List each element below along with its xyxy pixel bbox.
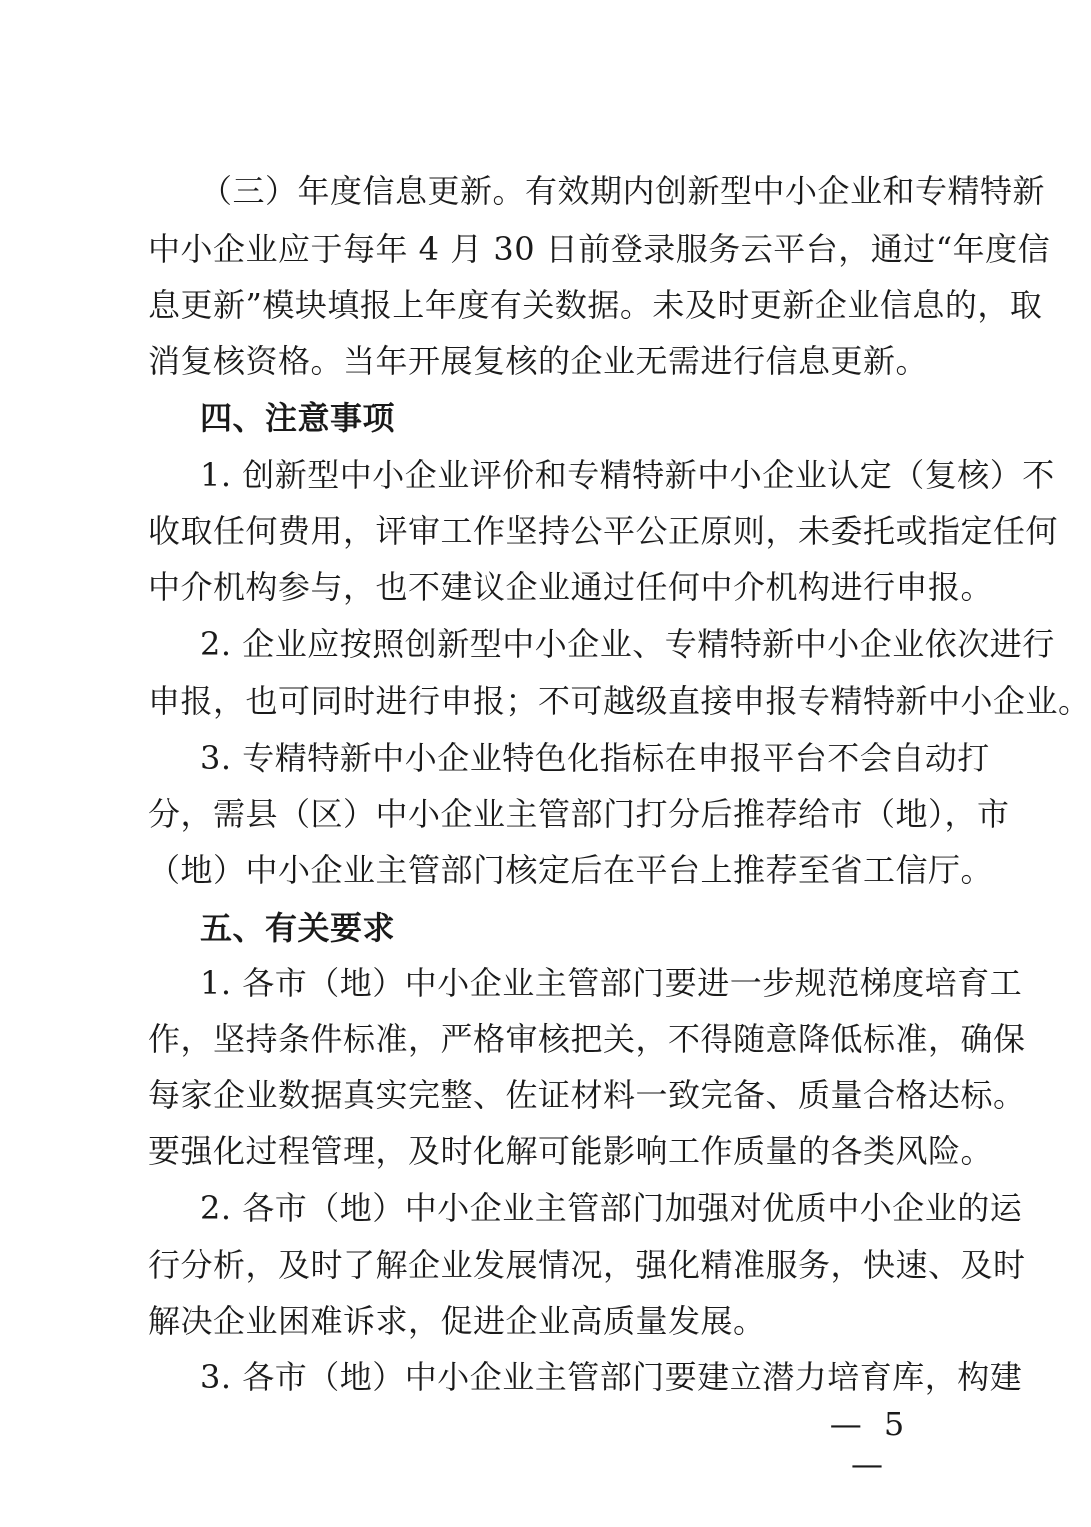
text-line: 消复核资格。当年开展复核的企业无需进行信息更新。: [148, 342, 929, 380]
text-line: 收取任何费用，评审工作坚持公平公正原则，未委托或指定任何: [148, 512, 1059, 550]
text-line: 每家企业数据真实完整、佐证材料一致完备、质量合格达标。: [148, 1076, 1026, 1114]
page-number: — 5 —: [829, 1405, 911, 1483]
text-line: 3. 专精特新中小企业特色化指标在申报平台不会自动打: [200, 739, 990, 777]
text-line: 中小企业应于每年 4 月 30 日前登录服务云平台，通过“年度信: [148, 230, 1051, 268]
text-line: 3. 各市（地）中小企业主管部门要建立潜力培育库，构建: [200, 1358, 1023, 1396]
text-line: 要强化过程管理，及时化解可能影响工作质量的各类风险。: [148, 1132, 994, 1170]
text-line: 解决企业困难诉求，促进企业高质量发展。: [148, 1302, 766, 1340]
text-line: （地）中小企业主管部门核定后在平台上推荐至省工信厅。: [148, 851, 994, 889]
text-line: 2. 企业应按照创新型中小企业、专精特新中小企业依次进行: [200, 625, 1055, 663]
text-line: 1. 创新型中小企业评价和专精特新中小企业认定（复核）不: [200, 456, 1055, 494]
text-line: （三）年度信息更新。有效期内创新型中小企业和专精特新: [200, 172, 1046, 210]
text-line: 息更新”模块填报上年度有关数据。未及时更新企业信息的，取: [148, 286, 1043, 324]
section-heading: 五、有关要求: [200, 909, 396, 947]
section-heading: 四、注意事项: [200, 399, 396, 437]
text-line: 行分析，及时了解企业发展情况，强化精准服务，快速、及时: [148, 1246, 1026, 1284]
text-line: 作，坚持条件标准，严格审核把关，不得随意降低标准，确保: [148, 1020, 1026, 1058]
text-line: 分，需县（区）中小企业主管部门打分后推荐给市（地），市: [148, 795, 1010, 833]
text-line: 1. 各市（地）中小企业主管部门要进一步规范梯度培育工: [200, 964, 1023, 1002]
text-line: 申报，也可同时进行申报；不可越级直接申报专精特新中小企业。: [148, 682, 1091, 720]
text-line: 2. 各市（地）中小企业主管部门加强对优质中小企业的运: [200, 1189, 1023, 1227]
text-line: 中介机构参与，也不建议企业通过任何中介机构进行申报。: [148, 568, 994, 606]
